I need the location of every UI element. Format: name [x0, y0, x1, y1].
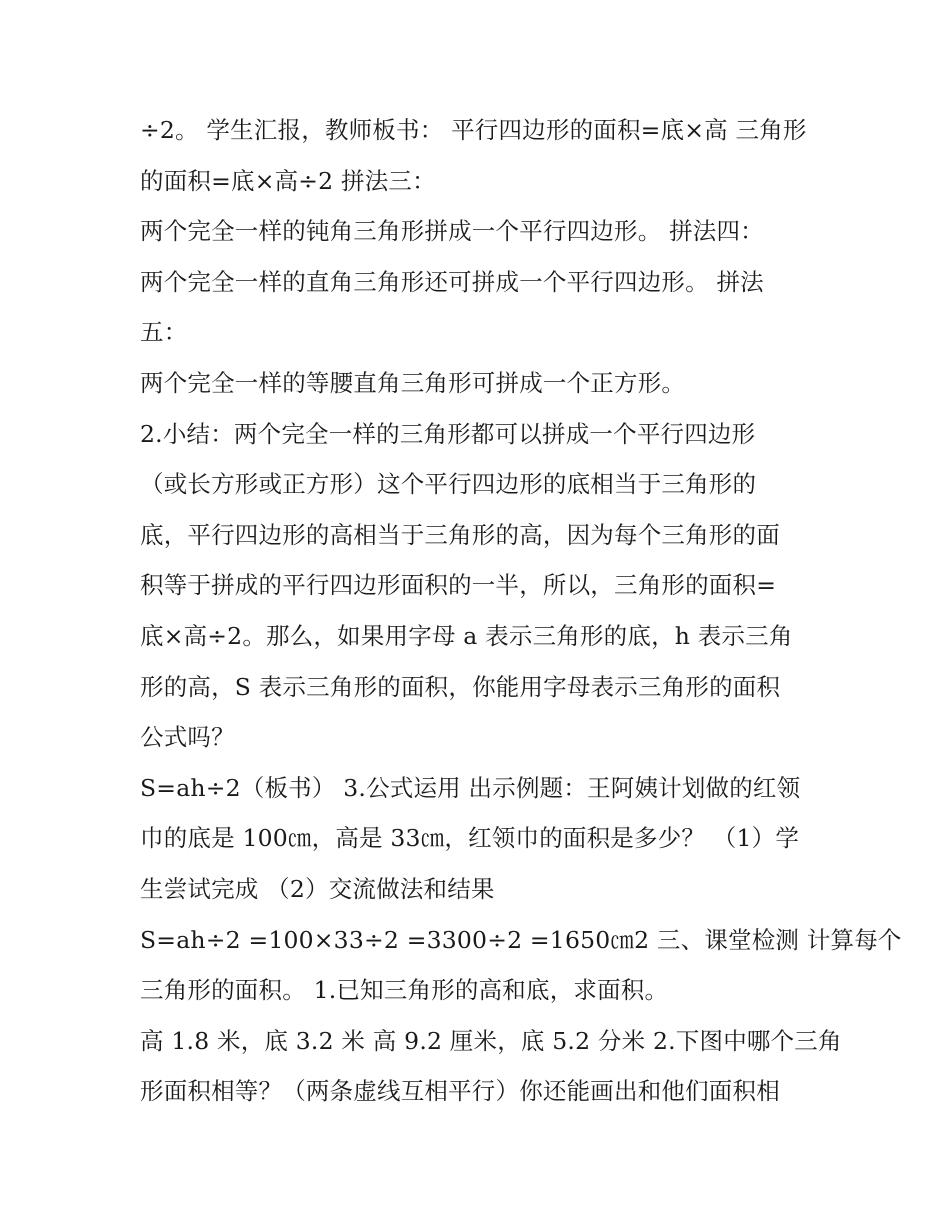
text-line: 形的高，S 表示三角形的面积，你能用字母表示三角形的面积 [140, 673, 781, 701]
text-line: 公式吗？ [140, 723, 235, 751]
text-line: 两个完全一样的直角三角形还可拼成一个平行四边形。 拼法 [140, 268, 764, 296]
text-line: 巾的底是 100㎝，高是 33㎝，红领巾的面积是多少？ （1）学 [140, 824, 800, 852]
text-line: 底×高÷2。那么，如果用字母 a 表示三角形的底，h 表示三角 [140, 622, 793, 650]
text-line: 形面积相等？（两条虚线互相平行）你还能画出和他们面积相 [140, 1077, 780, 1105]
text-line: 的面积=底×高÷2 拼法三： [140, 167, 436, 195]
text-line: 两个完全一样的等腰直角三角形可拼成一个正方形。 [140, 369, 686, 397]
text-line: （或长方形或正方形）这个平行四边形的底相当于三角形的 [140, 470, 757, 498]
text-line: 三角形的面积。 1.已知三角形的高和底，求面积。 [140, 976, 669, 1004]
text-line: 生尝试完成 （2）交流做法和结果 [140, 875, 495, 903]
text-line: ÷2。 学生汇报，教师板书： 平行四边形的面积=底×高 三角形 [140, 116, 807, 144]
text-line: 两个完全一样的钝角三角形拼成一个平行四边形。 拼法四： [140, 217, 764, 245]
text-line: S=ah÷2（板书） 3.公式运用 出示例题：王阿姨计划做的红领 [140, 774, 801, 802]
text-line: 积等于拼成的平行四边形面积的一半，所以，三角形的面积= [140, 571, 777, 599]
text-line: S=ah÷2 =100×33÷2 =3300÷2 =1650㎝2 三、课堂检测 计算每个 [140, 926, 902, 954]
text-line: 高 1.8 米，底 3.2 米 高 9.2 厘米，底 5.2 分米 2.下图中哪个三角 [140, 1027, 842, 1055]
text-line: 底，平行四边形的高相当于三角形的高，因为每个三角形的面 [140, 521, 780, 549]
text-line: 五： [140, 318, 188, 346]
text-line: 2.小结：两个完全一样的三角形都可以拼成一个平行四边形 [140, 420, 756, 448]
